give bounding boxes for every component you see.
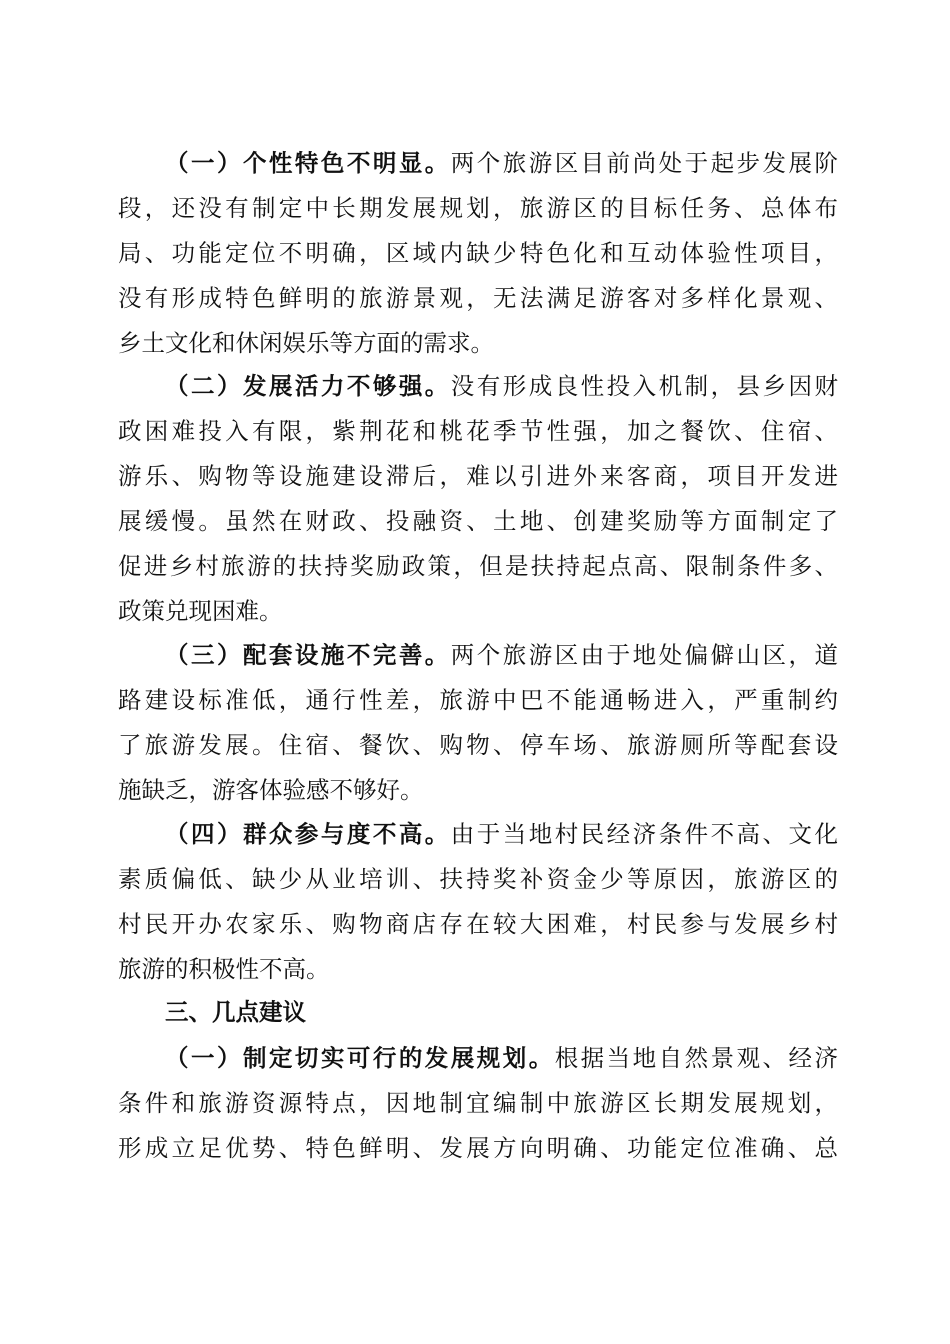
paragraph-heading: （一）个性特色不明显。 <box>165 149 451 177</box>
paragraph-line: 局、功能定位不明确，区域内缺少特色化和互动体验性项目， <box>118 239 838 267</box>
paragraph-line: 政策兑现困难。 <box>118 597 283 625</box>
paragraph-heading: （一）制定切实可行的发展规划。 <box>165 1044 555 1072</box>
paragraph-line: 村民开办农家乐、购物商店存在较大困难，村民参与发展乡村 <box>118 910 838 938</box>
paragraph-text: 由于当地村民经济条件不高、文化 <box>450 820 839 848</box>
paragraph-line: 没有形成特色鲜明的旅游景观，无法满足游客对多样化景观、 <box>118 284 838 312</box>
section-heading: 三、几点建议 <box>165 998 306 1026</box>
paragraph-line: 政困难投入有限，紫荆花和桃花季节性强，加之餐饮、住宿、 <box>118 417 838 445</box>
paragraph-line: 素质偏低、缺少从业培训、扶持奖补资金少等原因，旅游区的 <box>118 865 838 893</box>
paragraph-line: 展缓慢。虽然在财政、投融资、土地、创建奖励等方面制定了 <box>118 507 838 535</box>
paragraph-line <box>165 1038 838 1078</box>
paragraph-line <box>165 143 838 183</box>
paragraph-line: 段，还没有制定中长期发展规划，旅游区的目标任务、总体布 <box>118 194 838 222</box>
paragraph-line <box>165 814 838 854</box>
paragraph-heading: （二）发展活力不够强。 <box>165 372 451 400</box>
paragraph-text: 根据当地自然景观、经济 <box>554 1044 839 1072</box>
paragraph-line: 促进乡村旅游的扶持奖励政策，但是扶持起点高、限制条件多、 <box>118 552 838 580</box>
paragraph-line: 了旅游发展。住宿、餐饮、购物、停车场、旅游厕所等配套设 <box>118 731 838 759</box>
paragraph-line: 施缺乏，游客体验感不够好。 <box>118 776 424 804</box>
paragraph-text: 没有形成良性投入机制，县乡因财 <box>450 372 839 400</box>
paragraph-line <box>165 366 838 406</box>
paragraph-line: 游乐、购物等设施建设滞后，难以引进外来客商，项目开发进 <box>118 462 838 490</box>
paragraph-heading: （四）群众参与度不高。 <box>165 820 451 848</box>
paragraph-line: 条件和旅游资源特点，因地制宜编制中旅游区长期发展规划， <box>118 1089 838 1117</box>
paragraph-line <box>165 635 838 675</box>
paragraph-line: 形成立足优势、特色鲜明、发展方向明确、功能定位准确、总 <box>118 1134 838 1162</box>
paragraph-text: 两个旅游区目前尚处于起步发展阶 <box>450 149 839 177</box>
paragraph-line: 旅游的积极性不高。 <box>118 955 330 983</box>
paragraph-line: 路建设标准低，通行性差，旅游中巴不能通畅进入，严重制约 <box>118 686 838 714</box>
paragraph-line: 乡土文化和休闲娱乐等方面的需求。 <box>118 329 494 357</box>
paragraph-heading: （三）配套设施不完善。 <box>165 641 451 669</box>
paragraph-text: 两个旅游区由于地处偏僻山区，道 <box>450 641 839 669</box>
